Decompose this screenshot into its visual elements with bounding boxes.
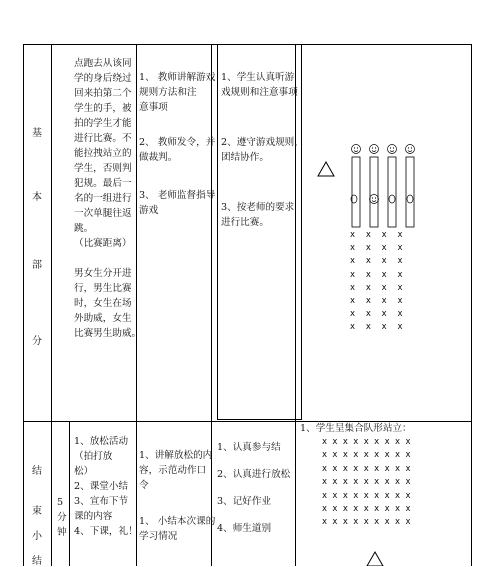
text-line: 1、放松活动	[74, 436, 129, 447]
text-line: 能拉拽站立的	[74, 148, 132, 159]
relay-lane-3	[388, 157, 396, 227]
formation-row: x x x x	[350, 296, 403, 306]
teacher-triangle-icon	[367, 552, 383, 566]
text-line: 行，男生比赛	[74, 283, 132, 294]
section-label-char: 分	[32, 336, 42, 347]
section-label-char: 结	[32, 556, 42, 567]
section-label-char: 本	[32, 192, 42, 203]
section-label-char: 结	[32, 466, 42, 477]
formation-row: x x x x x x x x x	[322, 504, 411, 514]
text-line: 男女生分开进	[74, 268, 132, 279]
closing-teacher-step-1	[139, 448, 212, 493]
text-line: 做裁判。	[139, 152, 178, 163]
text-line: 学生的手，被	[74, 103, 132, 114]
closing-student-steps	[217, 434, 290, 542]
text-line: 3、宣布下节	[74, 496, 129, 507]
text-line: 2、 教师发令，并	[139, 137, 216, 148]
formation-row: x x x x x x x x x	[322, 450, 411, 461]
teacher-triangle-icon	[318, 162, 334, 176]
formation-row: x x x x x x x x x	[322, 477, 411, 488]
text-line: 课的内容	[74, 511, 113, 522]
formation-row: x x x x	[350, 256, 403, 267]
text-line: 4、下课，礼！	[74, 526, 138, 537]
text-line: 3、 老师监督指导	[139, 190, 216, 201]
text-line: 进行比赛。	[221, 217, 269, 228]
text-line: 3、按老师的要求	[221, 202, 295, 213]
text-line: 名的一组进行	[74, 193, 132, 204]
text-line: 容，示范动作口	[139, 465, 207, 476]
text-line: 规则方法和注	[139, 87, 197, 98]
closing-teacher-step-2	[139, 514, 215, 544]
text-line: 1、 教师讲解游戏	[139, 72, 216, 83]
oval-marker-icon	[407, 195, 413, 203]
text-line: 戏规则和注意事项	[221, 87, 298, 98]
text-line: 1、学生认真听游	[221, 72, 295, 83]
formation-row: x x x x	[350, 269, 403, 280]
section-label-char: 部	[32, 260, 42, 271]
text-line: 1、讲解放松的内	[139, 450, 213, 461]
text-line: 松）	[74, 466, 94, 477]
formation-row: x x x x	[350, 309, 403, 320]
text-line: 进行比赛。不	[74, 133, 132, 144]
text-line: 比赛男生助威。	[74, 328, 142, 339]
formation-row: x x x x	[350, 230, 403, 240]
text-line: 学习情况	[139, 531, 178, 542]
formation-row: x x x x	[350, 322, 403, 333]
text-line: 分	[57, 512, 67, 523]
text-line: 游戏	[139, 205, 159, 216]
text-line: 5	[57, 497, 64, 508]
text-line: 犯规。最后一	[74, 178, 132, 189]
section-label-char: 束	[32, 506, 42, 517]
text-line: 学生，否则判	[74, 163, 132, 174]
text-line: 4、师生道别	[217, 523, 272, 534]
formation-row: x x x x x x x x x	[322, 463, 411, 474]
formation-row: x x x x	[350, 243, 403, 254]
text-line: 点跑去从该同	[74, 58, 132, 69]
text-line: 令	[139, 480, 149, 491]
text-line: 一次单腿往返	[74, 208, 132, 219]
smiley-face-icon	[370, 145, 379, 154]
relay-lane-1	[352, 157, 360, 227]
formation-row: x x x x x x x x x	[322, 517, 411, 528]
text-line: （比赛距离）	[74, 238, 132, 249]
formation-row: x x x x	[350, 282, 403, 293]
text-line: 2、认真进行放松	[217, 469, 291, 480]
text-line: 拍的学生才能	[74, 118, 132, 129]
oval-marker-icon	[389, 195, 395, 203]
time-allocation	[57, 495, 67, 540]
section-label-char: 小	[32, 531, 42, 542]
text-line: 2、遵守游戏规则，	[221, 137, 304, 148]
formation-row: x x x x x x x x x	[322, 437, 411, 447]
closing-content	[74, 434, 138, 539]
text-line: 学的身后绕过	[74, 73, 132, 84]
text-line: 1、 小结本次课的	[139, 516, 216, 527]
smiley-face-icon	[406, 145, 415, 154]
text-line: 3、记好作业	[217, 496, 272, 507]
text-line: 钟	[57, 527, 67, 538]
text-line: 外助威，女生	[74, 313, 132, 324]
text-line: 时，女生在场	[74, 298, 132, 309]
text-line: 团结协作。	[221, 152, 269, 163]
smiley-face-icon	[370, 195, 379, 204]
relay-lane-4	[406, 157, 414, 227]
relay-lane-2	[370, 157, 378, 227]
smiley-face-icon	[388, 145, 397, 154]
text-line: 跳。	[74, 223, 94, 234]
closing-formation-title: 1、学生呈集合队形站立：	[300, 423, 412, 434]
text-line: 2、课堂小结	[74, 481, 129, 492]
text-line: 意事项	[139, 102, 168, 113]
smiley-face-icon	[352, 145, 361, 154]
formation-row: x x x x x x x x x	[322, 490, 411, 501]
text-line: 1、认真参与结	[217, 442, 281, 453]
text-line: 回来拍第二个	[74, 88, 132, 99]
text-line: （拍打放	[74, 451, 113, 462]
section-label-char: 基	[32, 128, 42, 139]
